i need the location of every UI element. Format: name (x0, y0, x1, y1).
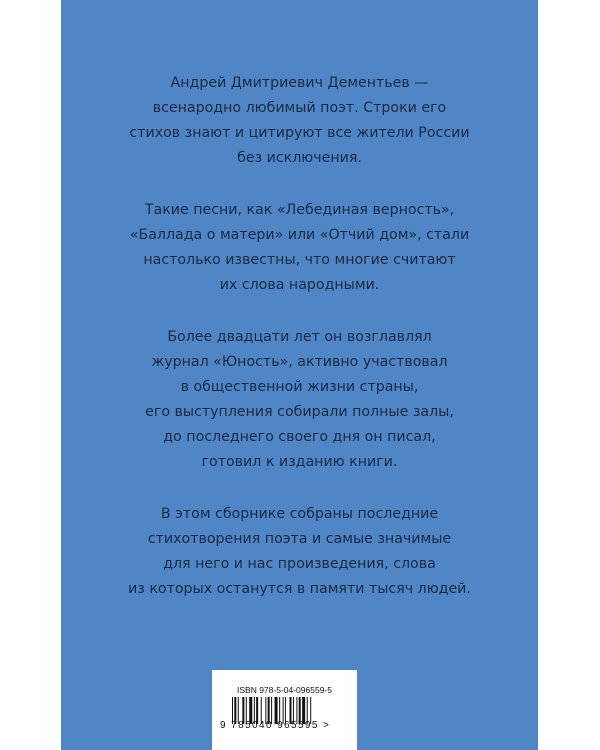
text-line: Более двадцати лет он возглавлял (167, 329, 432, 345)
text-line: Такие песни, как «Лебединая верность», (144, 202, 455, 218)
text-line: для него и нас произведения, слова (163, 556, 436, 572)
paragraph (61, 198, 538, 298)
text-line: до последнего своего дня он писал, (163, 429, 436, 445)
paragraph (61, 71, 538, 171)
text-line: В этом сборнике собраны последние (160, 506, 439, 522)
text-line: без исключения. (237, 150, 362, 166)
text-line: «Баллада о матери» или «Отчий дом», стали (129, 227, 470, 243)
paragraph (61, 502, 538, 602)
text-line: в общественной жизни страны, (180, 379, 419, 395)
text-line: всенародно любимый поэт. Строки его (152, 100, 447, 116)
paragraph (61, 325, 538, 475)
text-line: его выступления собирали полные залы, (145, 404, 454, 420)
text-line: Андрей Дмитриевич Дементьев — (170, 75, 429, 91)
annotation-text (61, 71, 538, 629)
text-line: из которых останутся в памяти тысяч людей. (128, 581, 471, 597)
barcode-digits: 9 785040 965595 > (220, 720, 331, 731)
text-line: журнал «Юность», активно участвовал (151, 354, 448, 370)
isbn-label: ISBN 978-5-04-096559-5 (237, 685, 332, 695)
back-cover (61, 0, 538, 750)
text-line: их слова народными. (219, 277, 380, 293)
text-line: готовил к изданию книги. (201, 454, 398, 470)
text-line: стихов знают и цитируют все жители России (129, 125, 470, 141)
barcode-box (212, 670, 357, 750)
text-line: настолько известны, что многие считают (143, 252, 456, 268)
text-line: стихотворения поэта и самые значимые (147, 531, 452, 547)
